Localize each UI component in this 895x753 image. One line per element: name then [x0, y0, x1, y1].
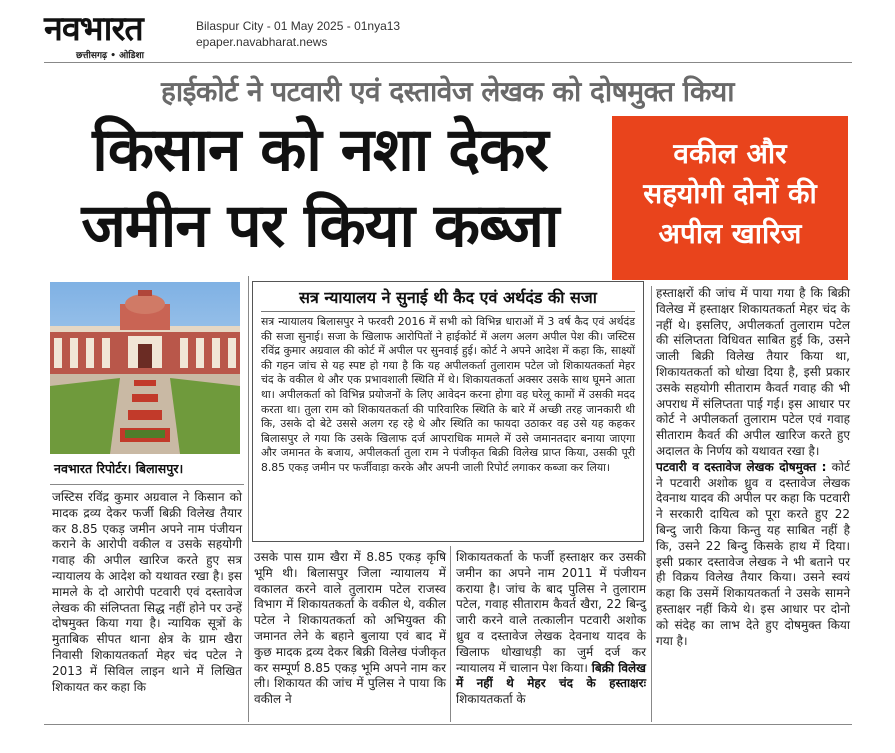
header-meta	[196, 18, 400, 50]
building-illustration	[50, 282, 240, 454]
column-4-text	[656, 286, 850, 649]
kicker: हाईकोर्ट ने पटवारी एवं दस्तावेज लेखक को दोषमुक्त किया	[160, 75, 735, 108]
sidebar-story	[252, 281, 644, 542]
column-3-para: शिकायतकर्ता के फर्जी हस्ताक्षर कर उसकी जमीन का अपने नाम 2011 में पंजीयन कराया है। जांच के बाद पुलिस ने तुलाराम पटेल, गवाह सीताराम कैवर्त खैरा, 22 बिन्दु जारी करने वाले तत्कालीन पटवारी अशोक ध्रुव व दस्तावेज लेखक देवनाथ यादव के खिलाफ धोखाधड़ी का जुर्म दर्ज कर न्यायालय में चालान पेश किया।	[456, 550, 646, 675]
divider	[651, 286, 652, 722]
column-4-para-cont: कोर्ट ने पटवारी अशोक ध्रुव व दस्तावेज लेखक देवनाथ यादव की अपील पर कहा कि पटवारी ने सरकारी दायित्व को पूरा करते हुए 22 बिन्दु जारी किया किन्तु यह साबित नहीं है कि, उसने 22 बिन्दु किसके हाथ में दिया। इसी प्रकार दस्तावेज लेखक ने भी बताने पर ही विक्रय विलेख तैयार किया। उसने स्वयं कहा कि उसमें शिकायतकर्ता ने उसके सामने हस्ताक्षर नहीं किये थे। इस आधार पर दोनो को संदेह का लाभ देते हुए दोषमुक्त किया गया है।	[656, 459, 850, 648]
sidebar-story-body: सत्र न्यायालय बिलासपुर ने फरवरी 2016 में सभी को विभिन्न धाराओं में 3 वर्ष कैद एवं अर्थदंड की सजा सुनाई। सजा के खिलाफ आरोपितों ने हाईकोर्ट में अलग अलग अपील पेश की। जस्टिस रविंद्र कुमार अग्रवाल की कोर्ट में अपील पर सुनवाई हुई। कोर्ट ने अपने आदेश में कहा कि, साक्ष्यों की गहन जांच से यह स्पष्ट हो गया है कि यह अपीलकर्ता तुलाराम पटेल जो शिकायतकर्ता मेहर चंद के वकील थे और एक प्रभावशाली स्थिति में थे। शिकायतकर्ता अक्सर उसके साथ घूमने आता था। अपीलकर्ता को विभिन्न प्रयोजनों के लिए आवेदन करना होगा वह घरेलू कामों में उसकी मदद करता था। तुला राम को शिकायतकर्ता की पारिवारिक स्थिति के बारे में अच्छी तरह जानकारी थी कि, उसके दो बेटे उससे अलग रह रहे थे और स्थिति का फायदा उठाकर वह उसे यह कहकर बिलासपुर ले गया कि उसके खिलाफ दर्ज आपराधिक मामले में उसे जमानतदार बनाया जाएगा और जमानत के बजाय, अपीलकर्ता तुला राम ने पंजीकृत बिक्री विलेख प्राप्त किया, उसकी पूरी 8.85 एकड़ जमीन पर फर्जीवाड़ा करके और अपनी जाली रिपोर्ट लगाकर कब्जा कर लिया।	[261, 315, 635, 474]
byline: नवभारत रिपोर्टर। बिलासपुर।	[54, 461, 184, 476]
sidebar-story-title: सत्र न्यायालय ने सुनाई थी कैद एवं अर्थदंड की सजा	[261, 286, 635, 312]
divider	[450, 546, 451, 722]
edition-line: छत्तीसगढ़ • ओडिशा	[76, 51, 144, 61]
high-court-photo	[50, 282, 240, 454]
column-2-text: उसके पास ग्राम खैरा में 8.85 एकड़ कृषि भूमि थी। बिलासपुर जिला न्यायालय में वकालत करने वाले तुलाराम पटेल राजस्व विभाग में शिकायतकर्ता के वकील थे, वकील पटेल ने शिकायतकर्ता को अभियुक्त की जमानत लेने के बहाने बुलाया एवं बाद में कुछ मादक द्रव्य देकर बिक्री विलेख पंजीकृत कर सम्पूर्ण 8.85 एकड़ भूमि अपने नाम कर ली। शिकायत की जांच में पुलिस ने पाया कि वकील ने	[254, 550, 446, 707]
divider	[44, 724, 852, 725]
masthead-logo	[44, 9, 186, 62]
highlight-line-3: अपील खारिज	[658, 217, 802, 250]
highlight-line-2: सहयोगी दोनों की	[643, 177, 817, 210]
column-1-text: जस्टिस रविंद्र कुमार अग्रवाल ने किसान को मादक द्रव्य देकर फर्जी बिक्री विलेख तैयार कर 8.85 एकड़ जमीन अपने नाम पंजीयन कराने के आरोपी वकील व उसके सहयोगी गवाह की अपील खारिज करते हुए सत्र न्यायालय के आदेश को यथावत रखा है। इस मामले के दो आरोपी पटवारी एवं दस्तावेज लेखक की संलिप्तता सिद्ध नहीं होने पर उन्हें दोषमुक्त किया गया है। न्यायिक सूत्रों के मुताबिक सीपत थाना क्षेत्र के ग्राम खैरा निवासी शिकायतकर्ता मेहर चंद पटेल ने 2013 में सिविल लाइन थाने में लिखित शिकायत कर कहा कि	[52, 490, 242, 694]
column-4-subhead: पटवारी व दस्तावेज लेखक दोषमुक्त :	[656, 459, 827, 474]
headline	[40, 112, 600, 264]
epaper-url: epaper.navabharat.news	[196, 35, 328, 49]
divider	[50, 484, 244, 485]
highlight-box	[612, 116, 848, 280]
headline-line-1: किसान को नशा देकर	[92, 115, 548, 185]
column-4-para: हस्ताक्षरों की जांच में पाया गया है कि बिक्री विलेख में हस्ताक्षर शिकायतकर्ता मेहर चंद के नहीं थे। इसलिए, अपीलकर्ता तुलाराम पटेल की संलिप्तता विधिवत साबित हुई कि, उसने जाली बिक्री विलेख तैयार किया था, शिकायतकर्ता को धोखा दिया है, इसी प्रकार उसके सहयोगी सीताराम कैवर्त गवाह की भी अपराध में संलिप्तता पाई गई। इस आधार पर कोर्ट ने अपीलकर्ता तुलाराम पटेल एवं गवाह सीताराम कैवर्त की अपील खारिज करते हुए अदालत के निर्णय को यथावत रखा है।	[656, 286, 850, 458]
column-3-para-cont: शिकायतकर्ता के	[456, 692, 526, 707]
highlight-line-1: वकील और	[673, 137, 787, 170]
divider	[44, 62, 852, 63]
edition-date: Bilaspur City - 01 May 2025 - 01nya13	[196, 19, 401, 33]
divider	[248, 276, 249, 722]
headline-line-2: जमीन पर किया कब्जा	[81, 191, 559, 261]
column-3-text	[456, 550, 646, 708]
logo-text: नवभारत	[44, 9, 143, 49]
column-3-subhead: बिक्री विलेख में नहीं थे मेहर चंद के हस्ताक्षरः	[456, 660, 646, 691]
